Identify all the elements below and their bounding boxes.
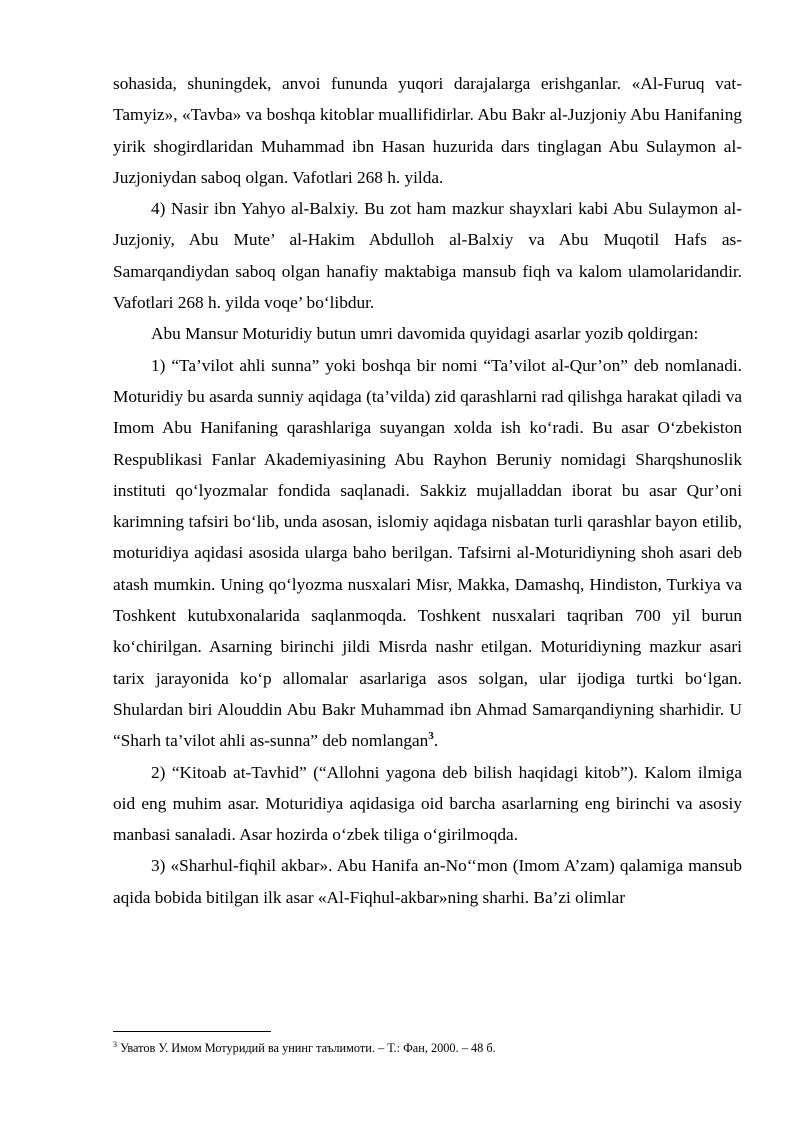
footnote	[113, 1040, 742, 1056]
paragraph-tail: .	[433, 731, 439, 751]
paragraph-text: 4) Nasir ibn Yahyo al-Balxiy. Bu zot ham mazkur shayxlari kabi Abu Sulaymon al-Juzjoniy, Abu Mute’ al-Hakim Abdulloh al-Balxiy va Abu Muqotil Hafs as-Samarqandiydan saboq olgan hanafiy maktabiga mansub fiqh va kalom ulamolaridandir. Vafotlari 268 h. yilda voqe’ bo‘libdur.	[113, 199, 742, 313]
footnote-marker: 3	[113, 1039, 117, 1049]
paragraph-text: 2) “Kitoab at-Tavhid” (“Allohni yagona deb bilish haqidagi kitob”). Kalom ilmiga oid eng muhim asar. Moturidiya aqidasiga oid barcha asarlarning eng birinchi va asosiy manbasi sanaladi. Asar hozirda o‘zbek tiliga o‘girilmoqda.	[113, 762, 742, 845]
paragraph-text: 1) “Ta’vilot ahli sunna” yoki boshqa bir nomi “Ta’vilot al-Qur’on” deb nomlanadi. Moturidiy bu asarda sunniy aqidaga (ta’vilda) zid qarashlarni rad qilishga harakat qiladi va Imom Abu Hanifaning qarashlariga suyangan xolda ish ko‘radi. Bu asar O‘zbekiston Respublikasi Fanlar Akademiyasining Abu Rayhon Beruniy nomidagi Sharqshunoslik instituti qo‘lyozmalar fondida saqlanadi. Sakkiz mujalladdan iborat bu asar Qur’oni karimning tafsiri bo‘lib, unda asosan, islomiy aqidaga nisbatan turli qarashlar bayon etilib, moturidiya aqidasi asosida ularga baho berilgan. Tafsirni al-Moturidiyning shoh asari deb atash mumkin. Uning qo‘lyozma nusxalari Misr, Makka, Damashq, Hindiston, Turkiya va Toshkent kutubxonalarida saqlanmoqda. Toshkent nusxalari taqriban 700 yil burun ko‘chirilgan. Asarning birinchi jildi Misrda nashr etilgan. Moturidiyning mazkur asari tarix jarayonida ko‘p allomalar asarlariga asos solgan, ular ijodiga turtki bo‘lgan. Shulardan biri Alouddin Abu Bakr Muhammad ibn Ahmad Samarqandiyning sharhidir. U “Sharh ta’vilot ahli as-sunna” deb nomlangan	[113, 355, 742, 751]
paragraph-1	[113, 68, 742, 193]
paragraph-text: Abu Mansur Moturidiy butun umri davomida quyidagi asarlar yozib qoldirgan:	[151, 324, 699, 344]
paragraph-3	[113, 318, 742, 349]
paragraph-text: sohasida, shuningdek, anvoi fununda yuqori darajalarga erishganlar. «Al-Furuq vat-Tamyiz», «Tavba» va boshqa kitoblar muallifidirlar. Abu Bakr al-Juzjoniy Abu Hanifaning yirik shogirdlaridan Muhammad ibn Hasan huzurida dars tinglagan Abu Sulaymon al-Juzjoniydan saboq olgan. Vafotlari 268 h. yilda.	[113, 74, 742, 187]
paragraph-6	[113, 850, 742, 913]
footnote-text: Уватов У. Имом Мотуридий ва унинг таълимоти. – Т.: Фан, 2000. – 48 б.	[117, 1041, 496, 1055]
body-text	[113, 68, 742, 913]
footnote-separator	[113, 1031, 271, 1032]
paragraph-5	[113, 757, 742, 851]
footnote-reference[interactable]: 3	[428, 730, 434, 743]
paragraph-2	[113, 193, 742, 318]
paragraph-4	[113, 350, 742, 757]
paragraph-text: 3) «Sharhul-fiqhil akbar». Abu Hanifa an-No‘‘mon (Imom A’zam) qalamiga mansub aqida bobida bitilgan ilk asar «Al-Fiqhul-akbar»ning sharhi. Ba’zi olimlar	[113, 856, 742, 907]
